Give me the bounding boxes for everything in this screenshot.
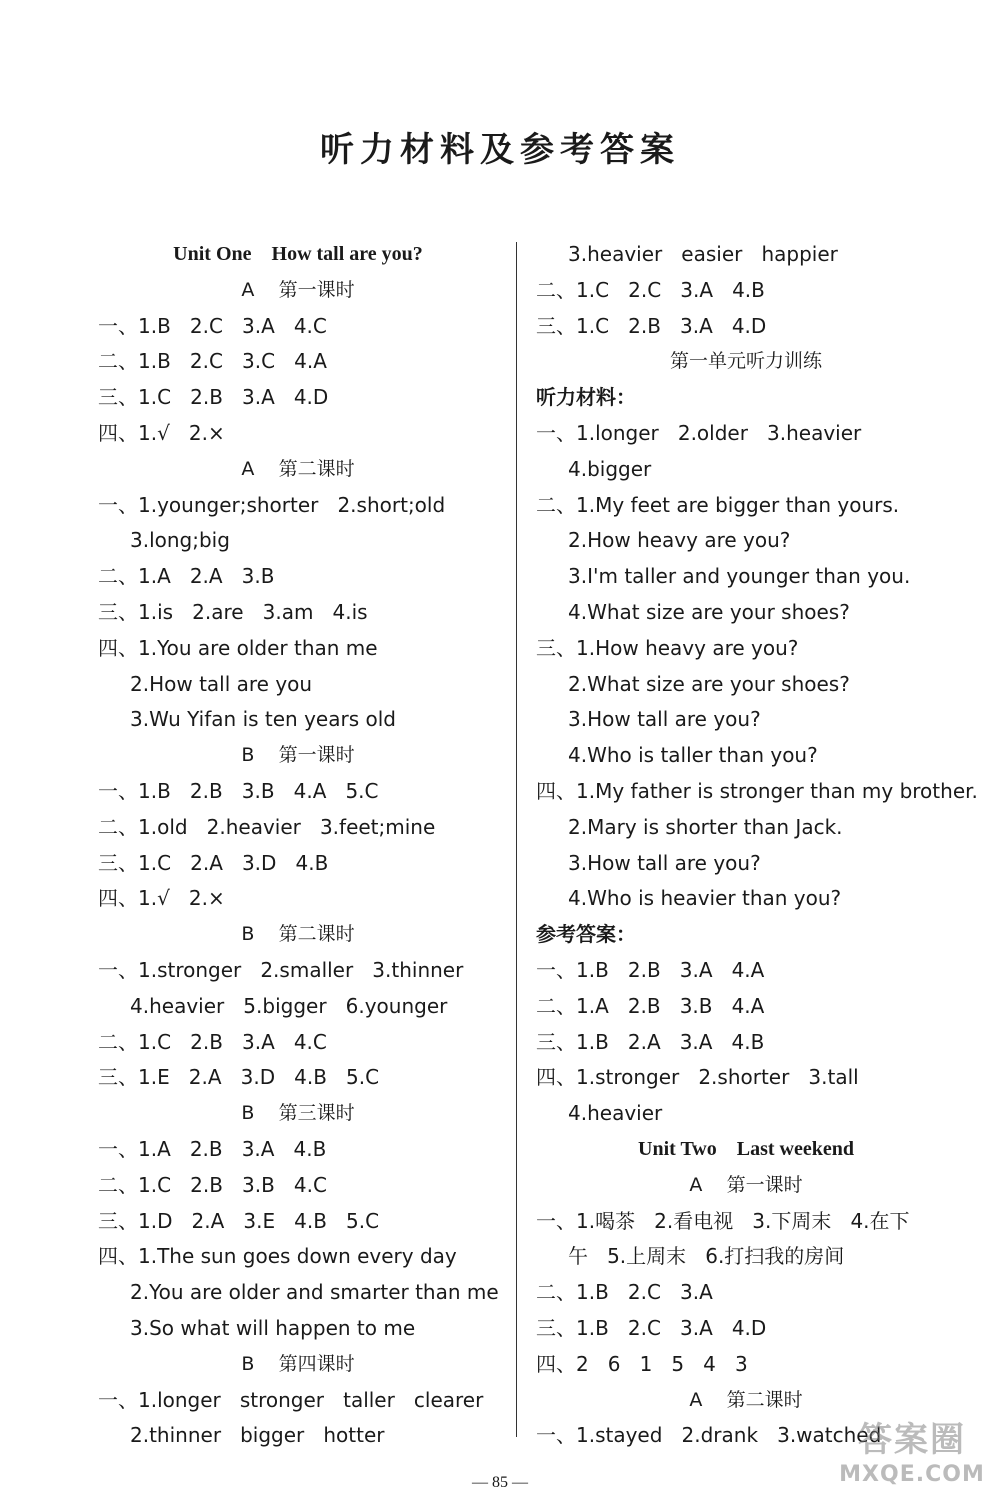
answer-line: 三、1.C 2.A 3.D 4.B (98, 850, 329, 875)
lesson-heading: B 第三课时 (241, 1102, 355, 1125)
answer-line-continued: 4.Who is heavier than you? (568, 886, 842, 911)
answer-line: 四、1.√ 2.× (98, 886, 225, 911)
column-divider (516, 242, 517, 1437)
answer-line: 四、1.My father is stronger than my brother. (536, 778, 978, 803)
answer-line: 四、1.stronger 2.shorter 3.tall (536, 1065, 859, 1090)
section-label: 听力材料： (536, 385, 636, 410)
lesson-heading: 第一单元听力训练 (669, 350, 822, 373)
section-label: 参考答案： (536, 922, 636, 947)
answer-line-continued: 3.How tall are you? (568, 850, 761, 875)
answer-line: 四、1.You are older than me (98, 635, 378, 660)
answer-line: 二、1.A 2.B 3.B 4.A (536, 993, 765, 1018)
answer-line: 一、1.longer stronger taller clearer (98, 1387, 484, 1412)
answer-line: 二、1.B 2.C 3.C 4.A (98, 349, 327, 374)
answer-line: 三、1.D 2.A 3.E 4.B 5.C (98, 1208, 380, 1233)
answer-line-continued: 3.long;big (130, 528, 230, 553)
answer-line: 一、1.B 2.C 3.A 4.C (98, 313, 327, 338)
lesson-heading: B 第一课时 (241, 744, 355, 767)
answer-line-continued: 4.heavier 5.bigger 6.younger (130, 993, 448, 1018)
answer-line: 三、1.B 2.A 3.A 4.B (536, 1029, 765, 1054)
answer-line: 一、1.younger;shorter 2.short;old (98, 492, 446, 517)
answer-line-continued: 4.What size are your shoes? (568, 599, 850, 624)
right-column (536, 237, 978, 1454)
answer-line: 二、1.My feet are bigger than yours. (536, 492, 900, 517)
answer-line: 一、1.A 2.B 3.A 4.B (98, 1136, 327, 1161)
answer-line: 三、1.How heavy are you? (536, 635, 799, 660)
answer-line-continued: 4.heavier (568, 1101, 663, 1126)
watermark-text: 答案圈 (858, 1420, 966, 1460)
lesson-heading: B 第四课时 (241, 1352, 355, 1375)
answer-line-continued: 3.How tall are you? (568, 707, 761, 732)
answer-line: 三、1.E 2.A 3.D 4.B 5.C (98, 1065, 380, 1090)
answer-line-continued: 2.How tall are you (130, 671, 313, 696)
answer-line: 一、1.B 2.B 3.B 4.A 5.C (98, 778, 379, 803)
left-column (98, 237, 498, 1454)
answer-line-continued: 3.heavier easier happier (568, 242, 838, 266)
answer-line: 二、1.C 2.B 3.A 4.C (98, 1029, 327, 1054)
lesson-heading: A 第一课时 (241, 278, 355, 301)
answer-line: 二、1.C 2.B 3.B 4.C (98, 1172, 327, 1197)
answer-line: 一、1.stronger 2.smaller 3.thinner (98, 957, 464, 982)
answer-line: 四、2 6 1 5 4 3 (536, 1351, 748, 1376)
answer-line: 三、1.C 2.B 3.A 4.D (536, 313, 767, 338)
answer-line: 一、1.longer 2.older 3.heavier (536, 420, 862, 445)
answer-line: 一、1.B 2.B 3.A 4.A (536, 957, 765, 982)
answer-line: 四、1.√ 2.× (98, 420, 225, 445)
answer-line-continued: 2.You are older and smarter than me (130, 1280, 499, 1305)
answer-line: 二、1.C 2.C 3.A 4.B (536, 277, 765, 302)
lesson-heading: B 第二课时 (241, 923, 355, 946)
unit-heading: Unit Two Last weekend (638, 1137, 854, 1160)
lesson-heading: A 第一课时 (689, 1173, 803, 1196)
answer-line-continued: 3.Wu Yifan is ten years old (130, 707, 396, 732)
answer-line-continued: 2.What size are your shoes? (568, 671, 850, 696)
lesson-heading: A 第二课时 (241, 457, 355, 480)
answer-line: 三、1.C 2.B 3.A 4.D (98, 385, 329, 410)
answer-line: 一、1.stayed 2.drank 3.watched (536, 1423, 882, 1448)
answer-line-continued: 2.thinner bigger hotter (130, 1423, 385, 1448)
answer-line: 四、1.The sun goes down every day (98, 1244, 457, 1269)
answer-line-continued: 3.I'm taller and younger than you. (568, 564, 911, 589)
answer-line-continued: 2.Mary is shorter than Jack. (568, 814, 843, 839)
answer-line-continued: 3.So what will happen to me (130, 1315, 416, 1340)
answer-line-continued: 午 5.上周末 6.打扫我的房间 (568, 1244, 845, 1269)
unit-heading: Unit One How tall are you? (173, 243, 423, 265)
answer-line: 二、1.B 2.C 3.A (536, 1280, 713, 1305)
answer-line: 一、1.喝茶 2.看电视 3.下周末 4.在下 (536, 1208, 910, 1233)
answer-line: 二、1.old 2.heavier 3.feet;mine (98, 814, 436, 839)
watermark-logo (832, 1418, 992, 1498)
lesson-heading: A 第二课时 (689, 1388, 803, 1411)
answer-line: 三、1.is 2.are 3.am 4.is (98, 599, 368, 624)
watermark-site: MXQE.COM (839, 1462, 985, 1487)
page-title: 听力材料及参考答案 (320, 130, 680, 170)
answer-line: 二、1.A 2.A 3.B (98, 564, 275, 589)
answer-line-continued: 4.bigger (568, 456, 652, 481)
page-number: — 85 — (472, 1474, 528, 1491)
answer-line: 三、1.B 2.C 3.A 4.D (536, 1315, 767, 1340)
answer-line-continued: 2.How heavy are you? (568, 528, 791, 553)
answer-line-continued: 4.Who is taller than you? (568, 743, 818, 768)
